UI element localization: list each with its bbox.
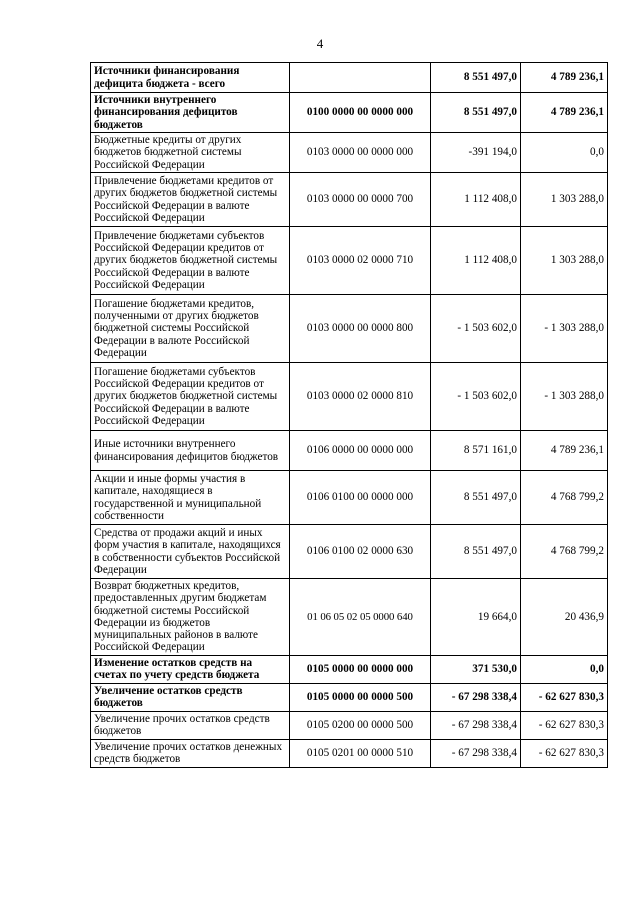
- row-plan-value: 371 530,0: [431, 655, 521, 683]
- row-fact-value: 1 303 288,0: [521, 173, 608, 227]
- row-plan-value: - 67 298 338,4: [431, 683, 521, 711]
- row-plan-value: 19 664,0: [431, 579, 521, 656]
- row-code-cell: 01 06 05 02 05 0000 640: [290, 579, 431, 656]
- row-code-cell: 0105 0000 00 0000 500: [290, 683, 431, 711]
- row-code-cell: 0103 0000 00 0000 800: [290, 295, 431, 363]
- row-code-cell: 0103 0000 02 0000 810: [290, 363, 431, 431]
- row-plan-value: 8 551 497,0: [431, 93, 521, 133]
- row-code-cell: 0106 0100 00 0000 000: [290, 471, 431, 525]
- row-fact-value: 0,0: [521, 655, 608, 683]
- page-number: 4: [316, 36, 324, 51]
- row-plan-value: 8 551 497,0: [431, 63, 521, 93]
- row-fact-value: 4 768 799,2: [521, 471, 608, 525]
- row-plan-value: -391 194,0: [431, 133, 521, 173]
- row-name-cell: Средства от продажи акций и иных форм участия в капитале, находящихся в собственности субъектов Российской Федерации: [91, 525, 290, 579]
- row-code-cell: 0103 0000 02 0000 710: [290, 227, 431, 295]
- table-row: [91, 471, 608, 525]
- row-fact-value: - 62 627 830,3: [521, 739, 608, 767]
- row-fact-value: 1 303 288,0: [521, 227, 608, 295]
- table-row: [91, 227, 608, 295]
- row-code-cell: 0105 0200 00 0000 500: [290, 711, 431, 739]
- row-fact-value: 20 436,9: [521, 579, 608, 656]
- row-code-cell: 0105 0201 00 0000 510: [290, 739, 431, 767]
- row-plan-value: - 1 503 602,0: [431, 363, 521, 431]
- row-fact-value: 4 789 236,1: [521, 431, 608, 471]
- table-row: [91, 655, 608, 683]
- row-fact-value: 4 789 236,1: [521, 93, 608, 133]
- row-code-cell: 0100 0000 00 0000 000: [290, 93, 431, 133]
- row-name-cell: Привлечение бюджетами кредитов от других бюджетов бюджетной системы Российской Федерации в валюте Российской Федерации: [91, 173, 290, 227]
- row-code-cell: 0106 0000 00 0000 000: [290, 431, 431, 471]
- row-name-cell: Увеличение остатков средств бюджетов: [91, 683, 290, 711]
- row-name-cell: Увеличение прочих остатков средств бюджетов: [91, 711, 290, 739]
- table-row: [91, 683, 608, 711]
- row-fact-value: - 1 303 288,0: [521, 363, 608, 431]
- table-row: [91, 133, 608, 173]
- row-name-cell: Привлечение бюджетами субъектов Российской Федерации кредитов от других бюджетов бюджетной системы Российской Федерации в валюте Российской Федерации: [91, 227, 290, 295]
- row-name-cell: Акции и иные формы участия в капитале, находящиеся в государственной и муниципальной собственности: [91, 471, 290, 525]
- row-fact-value: - 1 303 288,0: [521, 295, 608, 363]
- table-row: [91, 579, 608, 656]
- table-row: [91, 711, 608, 739]
- row-name-cell: Возврат бюджетных кредитов, предоставленных другим бюджетам бюджетной системы Российской Федерации из бюджетов муниципальных районов в валюте Российской Федерации: [91, 579, 290, 656]
- table-body: [91, 63, 608, 768]
- table-row: [91, 173, 608, 227]
- table-row: [91, 295, 608, 363]
- row-fact-value: 4 789 236,1: [521, 63, 608, 93]
- row-plan-value: 8 551 497,0: [431, 471, 521, 525]
- table-row: [91, 739, 608, 767]
- row-code-cell: 0103 0000 00 0000 700: [290, 173, 431, 227]
- row-name-cell: Изменение остатков средств на счетах по учету средств бюджета: [91, 655, 290, 683]
- row-code-cell: 0106 0100 02 0000 630: [290, 525, 431, 579]
- row-plan-value: 1 112 408,0: [431, 173, 521, 227]
- table-row: [91, 431, 608, 471]
- table-row: [91, 63, 608, 93]
- budget-sources-table: [90, 62, 608, 768]
- row-plan-value: - 67 298 338,4: [431, 739, 521, 767]
- row-name-cell: Иные источники внутреннего финансирования дефицитов бюджетов: [91, 431, 290, 471]
- row-name-cell: Погашение бюджетами субъектов Российской Федерации кредитов от других бюджетов бюджетной системы Российской Федерации в валюте Российской Федерации: [91, 363, 290, 431]
- row-plan-value: 8 571 161,0: [431, 431, 521, 471]
- row-plan-value: 8 551 497,0: [431, 525, 521, 579]
- row-fact-value: - 62 627 830,3: [521, 711, 608, 739]
- row-fact-value: 4 768 799,2: [521, 525, 608, 579]
- row-code-cell: 0105 0000 00 0000 000: [290, 655, 431, 683]
- table-row: [91, 363, 608, 431]
- row-fact-value: 0,0: [521, 133, 608, 173]
- row-name-cell: Увеличение прочих остатков денежных средств бюджетов: [91, 739, 290, 767]
- row-code-cell: 0103 0000 00 0000 000: [290, 133, 431, 173]
- row-name-cell: Погашение бюджетами кредитов, полученными от других бюджетов бюджетной системы Российской Федерации в валюте Российской Федерации: [91, 295, 290, 363]
- row-name-cell: Источники финансирования дефицита бюджета - всего: [91, 63, 290, 93]
- table-row: [91, 525, 608, 579]
- row-plan-value: - 67 298 338,4: [431, 711, 521, 739]
- row-code-cell: [290, 63, 431, 93]
- row-fact-value: - 62 627 830,3: [521, 683, 608, 711]
- row-name-cell: Бюджетные кредиты от других бюджетов бюджетной системы Российской Федерации: [91, 133, 290, 173]
- row-plan-value: 1 112 408,0: [431, 227, 521, 295]
- table-row: [91, 93, 608, 133]
- row-name-cell: Источники внутреннего финансирования дефицитов бюджетов: [91, 93, 290, 133]
- row-plan-value: - 1 503 602,0: [431, 295, 521, 363]
